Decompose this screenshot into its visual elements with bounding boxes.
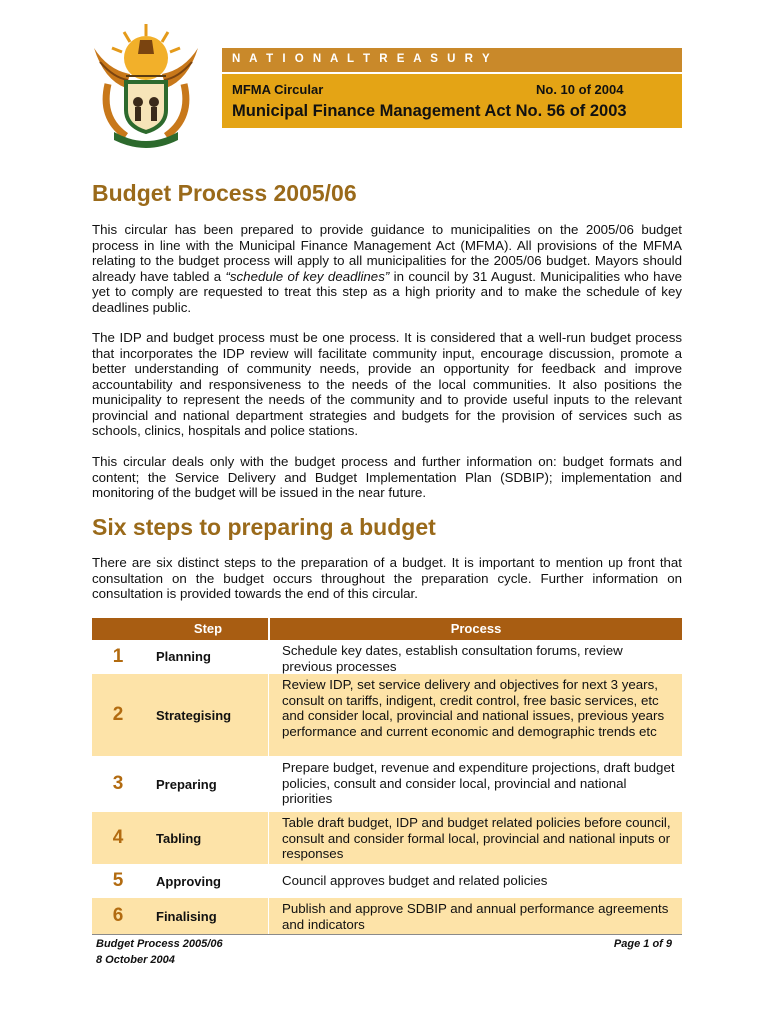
coat-of-arms-logo [86,18,206,152]
budget-steps-table [92,618,682,935]
act-title: Municipal Finance Management Act No. 56 of 2003 [232,102,627,120]
schedule-of-key-deadlines-quote: “schedule of key deadlines” [225,268,390,284]
table-row [92,640,682,674]
header-circular-banner [222,74,682,128]
section-paragraph: There are six distinct steps to the preparation of a budget. It is important to mention up front that consultation on the budget occurs throughout the preparation cycle. Further information on consultation is provided towards the end of this circular. [92,555,682,601]
step-name: Preparing [156,776,217,792]
step-number: 6 [112,905,124,926]
step-process: Table draft budget, IDP and budget related policies before council, consult and consider formal local, provincial and national inputs or responses [282,815,671,861]
circular-label: MFMA Circular [232,82,324,97]
table-header [92,618,682,640]
step-number: 5 [112,870,124,891]
step-name: Planning [156,649,211,664]
column-header-step: Step [193,621,223,636]
footer-divider [92,934,682,935]
column-header-process: Process [450,621,502,636]
step-process: Review IDP, set service delivery and objectives for next 3 years, consult on tariffs, indigent, credit control, free basic services, etc and consider local, provincial and national issues, previous years performance and current economic and demographic trends etc [282,677,665,739]
intro-paragraph-1: This circular has been prepared to provide guidance to municipalities on the 2005/06 budget process in line with the Municipal Finance Management Act (MFMA). All provisions of the MFMA relating to the budget process will apply to all municipalities for the 2005/06 budget. Mayors should already have tabled a “schedule of key deadlines” in council by 31 August. Municipalities who have yet to comply are requested to treat this step as a high priority and to make the schedule of key deadlines public. [92,222,682,315]
step-process: Council approves budget and related policies [282,873,548,889]
footer-page-number: Page 1 of 9 [613,938,672,950]
intro-paragraph-2: The IDP and budget process must be one process. It is considered that a well-run budget process that incorporates the IDP review will facilitate community input, encourage discussion, promote a better understanding of community needs, provide an opportunity for feedback and improve accountability and responsiveness to the needs of the local communities. It also positions the municipality to represent the needs of the community and to provide useful inputs to the relevant provincial and national department strategies and budgets for the provision of services such as schools, clinics, hospitals and police stations. [92,330,682,438]
step-process: Schedule key dates, establish consultation forums, review previous processes [282,643,623,674]
step-number: 1 [112,645,124,667]
table-row [92,757,682,812]
page-title: Budget Process 2005/06 [92,180,357,206]
step-name: Approving [156,873,221,889]
table-row [92,865,682,898]
step-name: Finalising [156,908,217,924]
step-number: 3 [112,773,124,794]
section-heading: Six steps to preparing a budget [92,514,436,540]
step-number: 4 [112,827,124,848]
intro-paragraph-3: This circular deals only with the budget process and further information on: budget formats and content; the Service Delivery and Budget Implementation Plan (SDBIP); implementation and monitoring of the budget will be issued in the near future. [92,454,682,500]
table-row [92,812,682,865]
step-number: 2 [112,704,124,725]
step-process: Publish and approve SDBIP and annual performance agreements and indicators [282,901,669,932]
footer-doc-title: Budget Process 2005/06 [96,938,223,950]
org-name: N A T I O N A L T R E A S U R Y [232,53,493,65]
table-row [92,898,682,935]
step-name: Strategising [156,707,232,723]
header-org-banner [222,48,682,73]
step-process: Prepare budget, revenue and expenditure projections, draft budget policies, consult and consider local, provincial and national priorities [282,760,675,806]
table-row [92,674,682,757]
footer-date: 8 October 2004 [96,954,175,966]
circular-number: No. 10 of 2004 [536,82,624,97]
step-name: Tabling [156,830,202,846]
